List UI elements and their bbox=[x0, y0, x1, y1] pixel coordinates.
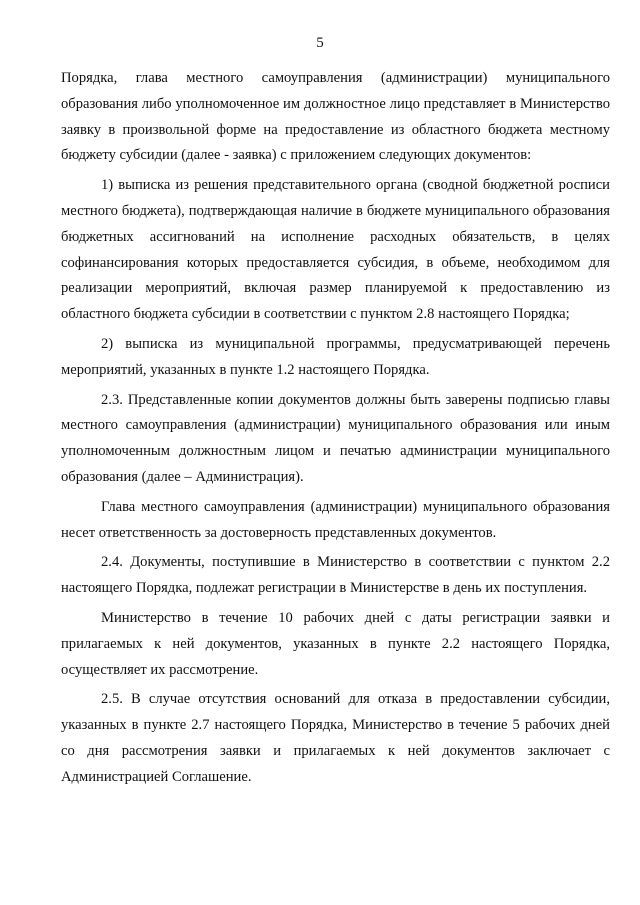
paragraph-2-5: 2.5. В случае отсутствия оснований для отказа в предоставлении субсидии, указанных в пункте 2.7 настоящего Порядка, Министерство в течение 5 рабочих дней со дня рассмотрения заявки и прилагаемых к ней документов заключает с Администрацией Соглашение. bbox=[61, 691, 610, 785]
document-body bbox=[61, 66, 610, 795]
paragraph-2-4: 2.4. Документы, поступившие в Министерство в соответствии с пунктом 2.2 настоящего Порядка, подлежат регистрации в Министерстве в день их поступления. bbox=[61, 554, 610, 597]
paragraph-2-3: 2.3. Представленные копии документов должны быть заверены подписью главы местного самоуправления (администрации) муниципального образования или иным уполномоченным должностным лицом и печатью администрации муниципального образования (далее – Администрация). bbox=[61, 391, 610, 485]
paragraph-item-2: 2) выписка из муниципальной программы, предусматривающей перечень мероприятий, указанных в пункте 1.2 настоящего Порядка. bbox=[61, 335, 610, 378]
paragraph-review: Министерство в течение 10 рабочих дней с даты регистрации заявки и прилагаемых к ней документов, указанных в пункте 2.2 настоящего Порядка, осуществляет их рассмотрение. bbox=[61, 609, 610, 678]
page-number: 5 bbox=[316, 35, 324, 51]
paragraph-continued: Порядка, глава местного самоуправления (администрации) муниципального образования либо уполномоченное им должностное лицо представляет в Министерство заявку в произвольной форме на предоставление из областного бюджета местному бюджету субсидии (далее - заявка) с приложением следующих документов: bbox=[61, 70, 610, 164]
paragraph-responsibility: Глава местного самоуправления (администрации) муниципального образования несет ответственность за достоверность представленных документов. bbox=[61, 498, 610, 541]
paragraph-item-1: 1) выписка из решения представительного органа (сводной бюджетной росписи местного бюджета), подтверждающая наличие в бюджете муниципального образования бюджетных ассигнований на исполнение расходных обязательств, в целях софинансирования которых предоставляется субсидия, в объеме, необходимом для реализации мероприятий, включая размер планируемой к предоставлению из областного бюджета субсидии в соответствии с пунктом 2.8 настоящего Порядка; bbox=[61, 177, 610, 323]
